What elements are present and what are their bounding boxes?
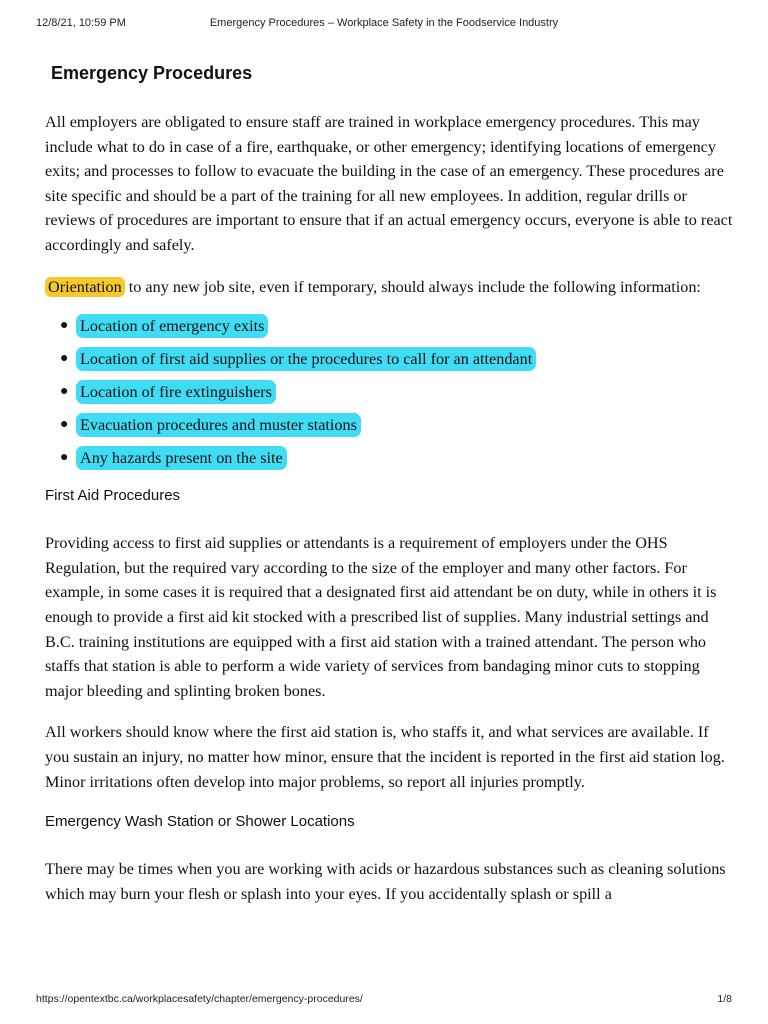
- first-aid-paragraph-2: All workers should know where the first aid station is, who staffs it, and what services are available. If you sustain an injury, no matter how minor, ensure that the incident is reported in the first aid station log. Minor irritations often develop into major problems, so report all injuries promptly.: [45, 723, 725, 791]
- list-item: [45, 446, 735, 479]
- list-item-highlight[interactable]: Location of fire extinguishers: [76, 380, 276, 404]
- bullet-icon: ●: [60, 384, 69, 400]
- list-item: [45, 314, 735, 347]
- intro-paragraph: All employers are obligated to ensure staff are trained in workplace emergency procedures. This may include what to do in case of a fire, earthquake, or other emergency; identifying locations of emergency exits; and processes to follow to evacuate the building in the case of an emergency. These procedures are site specific and should be a part of the training for all new employees. In addition, regular drills or reviews of procedures are important to ensure that if an actual emergency occurs, everyone is able to react accordingly and safely.: [45, 113, 733, 254]
- list-item-highlight[interactable]: Evacuation procedures and muster stations: [76, 413, 361, 437]
- list-item: [45, 347, 735, 380]
- bullet-icon: ●: [60, 417, 69, 433]
- orientation-paragraph: [45, 275, 735, 300]
- wash-station-heading: Emergency Wash Station or Shower Locations: [45, 813, 355, 831]
- orientation-text: to any new job site, even if temporary, should always include the following information:: [124, 277, 701, 296]
- bullet-icon: ●: [60, 450, 69, 466]
- orientation-list: [45, 314, 735, 479]
- print-header: [0, 17, 768, 31]
- first-aid-heading: First Aid Procedures: [45, 487, 181, 505]
- wash-station-paragraph: There may be times when you are working with acids or hazardous substances such as cleaning solutions which may burn your flesh or splash into your eyes. If you accidentally splash or spill a: [45, 860, 726, 903]
- page-title: Emergency Procedures: [51, 63, 253, 83]
- page-number: 1/8: [717, 993, 732, 1005]
- list-item: [45, 380, 735, 413]
- orientation-highlight[interactable]: Orientation: [45, 277, 125, 297]
- list-item-highlight[interactable]: Any hazards present on the site: [76, 446, 287, 470]
- list-item-highlight[interactable]: Location of first aid supplies or the procedures to call for an attendant: [76, 347, 536, 371]
- list-item: [45, 413, 735, 446]
- bullet-icon: ●: [60, 318, 69, 334]
- first-aid-paragraph-1: Providing access to first aid supplies or attendants is a requirement of employers under the OHS Regulation, but the required vary according to the size of the employer and many other factors. For example, in some cases it is required that a designated first aid attendant be on duty, while in others it is enough to provide a first aid kit stocked with a prescribed list of supplies. Many industrial settings and B.C. training institutions are equipped with a first aid station with a trained attendant. The person who staffs that station is able to perform a wide variety of services from bandaging minor cuts to stopping major bleeding and splinting broken bones.: [45, 534, 717, 700]
- article-content: [45, 60, 735, 906]
- print-document-title: Emergency Procedures – Workplace Safety in the Foodservice Industry: [209, 17, 559, 29]
- page-url[interactable]: https://opentextbc.ca/workplacesafety/chapter/emergency-procedures/: [36, 993, 363, 1005]
- print-date: 12/8/21, 10:59 PM: [36, 17, 126, 29]
- bullet-icon: ●: [60, 351, 69, 367]
- list-item-highlight[interactable]: Location of emergency exits: [76, 314, 268, 338]
